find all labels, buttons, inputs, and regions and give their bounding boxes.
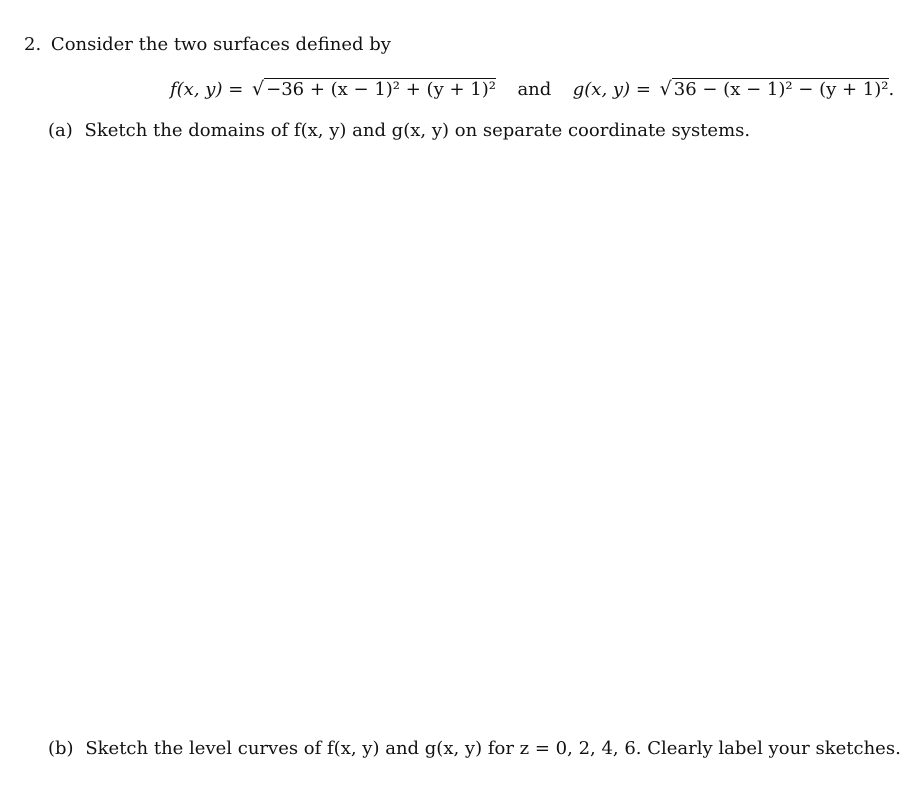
f-function-lhs: f(x, y) = xyxy=(170,79,244,100)
formula-end-punct: . xyxy=(888,79,895,100)
problem-intro-text: Consider the two surfaces defined by xyxy=(50,34,391,55)
and-connector: and xyxy=(517,79,552,100)
g-radicand: 36 − (x − 1)² − (y + 1)² xyxy=(673,79,889,100)
part-b-label: (b) xyxy=(48,738,74,759)
part-a-label: (a) xyxy=(48,120,73,141)
surface-definitions xyxy=(170,76,894,103)
part-b-text: Sketch the level curves of f(x, y) and g(x, y) for z = 0, 2, 4, 6. Clearly label your sketches. xyxy=(85,738,901,759)
part-a xyxy=(48,120,750,142)
g-function-lhs: g(x, y) = xyxy=(572,79,651,100)
part-a-text: Sketch the domains of f(x, y) and g(x, y) on separate coordinate systems. xyxy=(84,120,751,141)
answer-space xyxy=(48,150,868,720)
problem-statement xyxy=(24,34,391,56)
sqrt-symbol-f: √ xyxy=(252,78,265,100)
part-b xyxy=(48,738,901,760)
f-radicand: −36 + (x − 1)² + (y + 1)² xyxy=(266,79,496,100)
sqrt-symbol-g: √ xyxy=(659,78,672,100)
problem-number: 2. xyxy=(24,34,42,55)
